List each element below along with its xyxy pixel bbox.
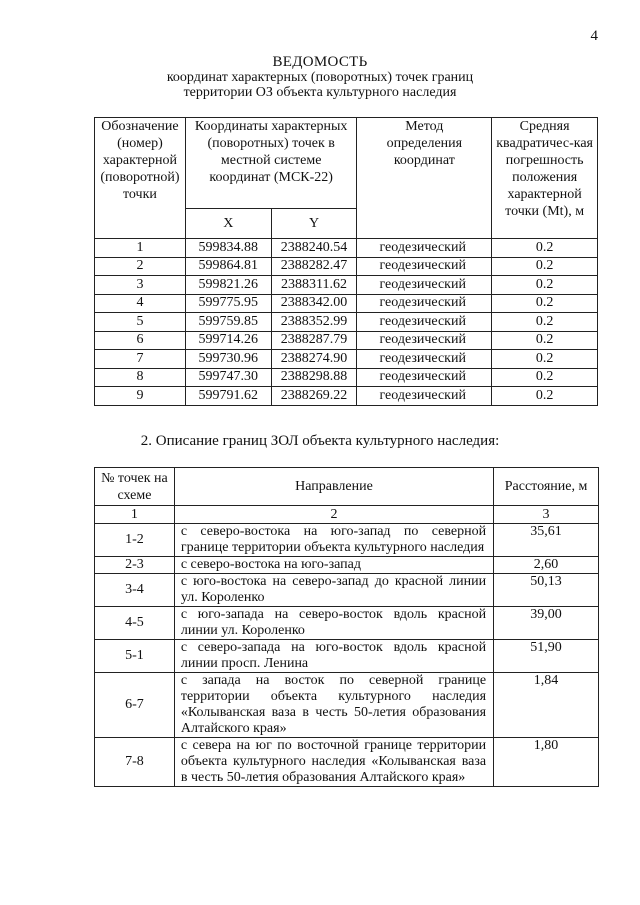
table-row (95, 331, 598, 350)
table-row (95, 524, 599, 557)
table-row (95, 574, 599, 607)
method-cell: геодезический (357, 387, 492, 406)
page-number: 4 (590, 28, 598, 44)
col-number-1: 1 (95, 506, 175, 524)
mt-cell: 0.2 (492, 387, 598, 406)
y-cell: 2388282.47 (271, 257, 357, 276)
point-number-cell: 6 (95, 331, 186, 350)
segment-cell: 6-7 (95, 673, 175, 738)
distance-cell: 51,90 (494, 640, 599, 673)
mt-cell: 0.2 (492, 313, 598, 332)
segment-cell: 4-5 (95, 607, 175, 640)
method-cell: геодезический (357, 368, 492, 387)
document-subtitle-line-1: координат характерных (поворотных) точек границ (166, 70, 474, 85)
mt-cell: 0.2 (492, 239, 598, 258)
header-x: X (185, 209, 271, 239)
point-number-cell: 2 (95, 257, 186, 276)
x-cell: 599864.81 (185, 257, 271, 276)
direction-cell: с юго-запада на северо-восток вдоль красной линии ул. Короленко (174, 607, 493, 640)
segment-cell: 1-2 (95, 524, 175, 557)
method-cell: геодезический (357, 313, 492, 332)
point-number-cell: 1 (95, 239, 186, 258)
x-cell: 599775.95 (185, 294, 271, 313)
y-cell: 2388274.90 (271, 350, 357, 369)
x-cell: 599834.88 (185, 239, 271, 258)
mt-cell: 0.2 (492, 368, 598, 387)
segment-cell: 5-1 (95, 640, 175, 673)
y-cell: 2388269.22 (271, 387, 357, 406)
method-cell: геодезический (357, 276, 492, 295)
header-error: Средняя квадратичес-кая погрешность положения характерной точки (Mt), м (492, 118, 598, 239)
table-row (95, 276, 598, 295)
segment-cell: 7-8 (95, 738, 175, 787)
y-cell: 2388240.54 (271, 239, 357, 258)
y-cell: 2388342.00 (271, 294, 357, 313)
mt-cell: 0.2 (492, 350, 598, 369)
method-cell: геодезический (357, 350, 492, 369)
distance-cell: 2,60 (494, 557, 599, 574)
table-row (95, 557, 599, 574)
header-direction: Направление (174, 468, 493, 506)
distance-cell: 39,00 (494, 607, 599, 640)
point-number-cell: 8 (95, 368, 186, 387)
direction-cell: с северо-запада на юго-восток вдоль красной линии просп. Ленина (174, 640, 493, 673)
direction-cell: с северо-востока на юго-запад (174, 557, 493, 574)
y-cell: 2388311.62 (271, 276, 357, 295)
header-point-number: Обозначение (номер) характерной (поворотной) точки (95, 118, 186, 239)
title-block (0, 55, 640, 100)
header-y: Y (271, 209, 357, 239)
coordinates-table (94, 117, 598, 406)
x-cell: 599821.26 (185, 276, 271, 295)
table-row (95, 673, 599, 738)
header-method: Метод определения координат (357, 118, 492, 239)
header-segment: № точек на схеме (95, 468, 175, 506)
point-number-cell: 9 (95, 387, 186, 406)
table-row (95, 368, 598, 387)
table-row (95, 738, 599, 787)
table-row (95, 257, 598, 276)
y-cell: 2388287.79 (271, 331, 357, 350)
x-cell: 599791.62 (185, 387, 271, 406)
x-cell: 599730.96 (185, 350, 271, 369)
col-number-3: 3 (494, 506, 599, 524)
point-number-cell: 5 (95, 313, 186, 332)
method-cell: геодезический (357, 294, 492, 313)
distance-cell: 1,84 (494, 673, 599, 738)
method-cell: геодезический (357, 239, 492, 258)
y-cell: 2388298.88 (271, 368, 357, 387)
x-cell: 599759.85 (185, 313, 271, 332)
method-cell: геодезический (357, 257, 492, 276)
segment-cell: 3-4 (95, 574, 175, 607)
point-number-cell: 4 (95, 294, 186, 313)
segment-cell: 2-3 (95, 557, 175, 574)
x-cell: 599747.30 (185, 368, 271, 387)
mt-cell: 0.2 (492, 294, 598, 313)
point-number-cell: 3 (95, 276, 186, 295)
header-coordinates: Координаты характерных (поворотных) точек в местной системе координат (МСК-22) (185, 118, 357, 209)
section-2-heading: 2. Описание границ ЗОЛ объекта культурного наследия: (140, 433, 500, 449)
table-row (95, 640, 599, 673)
mt-cell: 0.2 (492, 331, 598, 350)
method-cell: геодезический (357, 331, 492, 350)
borders-table (94, 467, 599, 787)
distance-cell: 1,80 (494, 738, 599, 787)
document-title: ВЕДОМОСТЬ (272, 54, 368, 70)
direction-cell: с северо-востока на юго-запад по северной границе территории объекта культурного наследия (174, 524, 493, 557)
table-row (95, 350, 598, 369)
distance-cell: 35,61 (494, 524, 599, 557)
col-number-2: 2 (174, 506, 493, 524)
document-subtitle-line-2: территории ОЗ объекта культурного наследия (183, 85, 457, 100)
header-distance: Расстояние, м (494, 468, 599, 506)
mt-cell: 0.2 (492, 257, 598, 276)
distance-cell: 50,13 (494, 574, 599, 607)
point-number-cell: 7 (95, 350, 186, 369)
direction-cell: с севера на юг по восточной границе территории объекта культурного наследия «Колыванская ваза в честь 50-летия образования Алтайского края» (174, 738, 493, 787)
x-cell: 599714.26 (185, 331, 271, 350)
table-row (95, 294, 598, 313)
mt-cell: 0.2 (492, 276, 598, 295)
direction-cell: с юго-востока на северо-запад до красной линии ул. Короленко (174, 574, 493, 607)
table-row (95, 313, 598, 332)
table-row (95, 607, 599, 640)
table-row (95, 239, 598, 258)
direction-cell: с запада на восток по северной границе территории объекта культурного наследия «Колыванская ваза в честь 50-летия образования Алтайского края» (174, 673, 493, 738)
table-row (95, 387, 598, 406)
y-cell: 2388352.99 (271, 313, 357, 332)
